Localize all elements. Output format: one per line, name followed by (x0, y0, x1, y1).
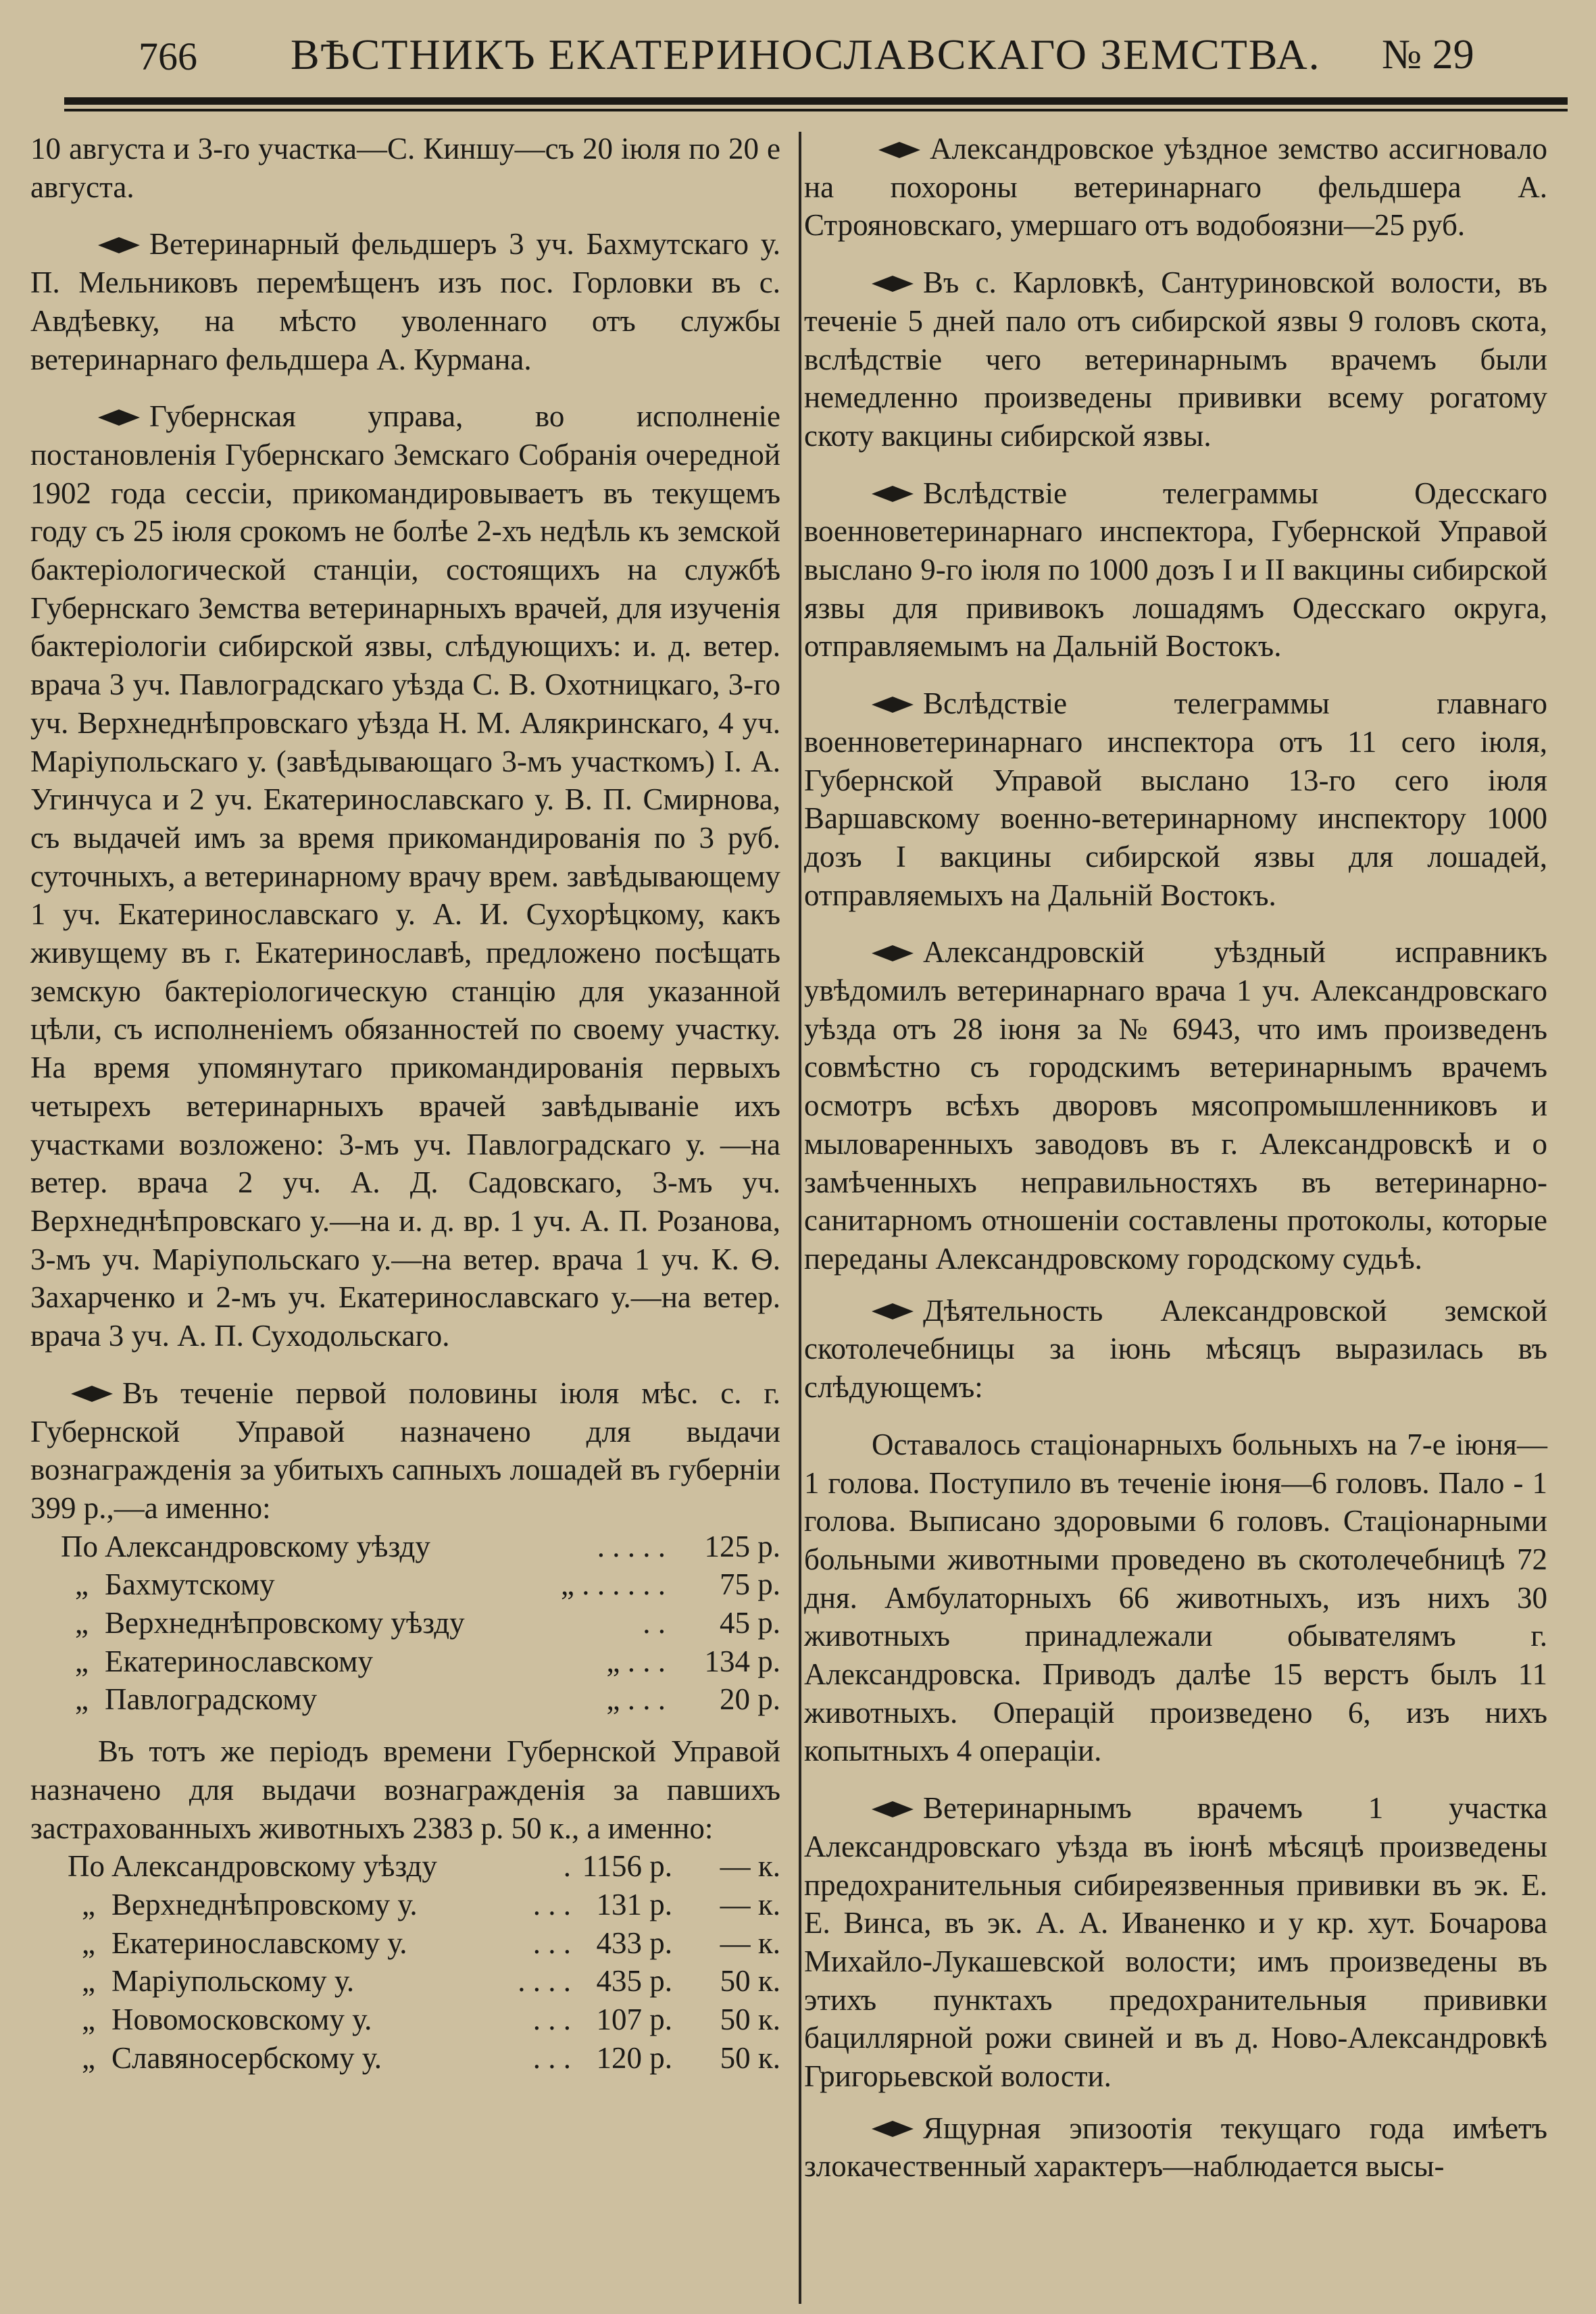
table-row: „ Екатеринославскому „ . . . 134 р. (75, 1644, 780, 1678)
diamond-bullet-icon (872, 943, 914, 963)
paragraph-text: Александровское уѣздное земство ассигновало на похороны ветеринарнаго фельдшера А. Строяновскаго, умершаго отъ водобоязни—25 руб. (804, 132, 1547, 243)
paragraph (804, 263, 1547, 455)
page-number: 766 (139, 34, 197, 78)
paragraph-text: Въ с. Карловкѣ, Сантуриновской волости, въ теченіе 5 дней пало отъ сибирской язвы 9 головъ скота, вслѣдствіе чего ветеринарнымъ врачемъ были немедленно произведены прививки всему рогатому скоту вакцины сибирской язвы. (804, 266, 1547, 453)
diamond-bullet-icon (872, 1301, 914, 1322)
header-rule-thin (64, 109, 1568, 111)
table-row: По Александровскому уѣзду . 1156 р. — к. (68, 1849, 780, 1884)
paragraph-text: Вслѣдствіе телеграммы главнаго военноветеринарнаго инспектора отъ 11 сего іюля, Губернской Управой выслано 13-го сего іюля Варшавскому военно-ветеринарному инспектору 1000 дозъ I вакцины сибирской язвы для лошадей, отправляемыхъ на Дальній Востокъ. (804, 686, 1547, 912)
table-row: По Александровскому уѣзду . . . . . 125 р. (61, 1529, 780, 1563)
paragraph (804, 933, 1547, 1278)
sap-compensation-table (30, 1528, 780, 1719)
diamond-bullet-icon (878, 140, 920, 160)
paragraph (804, 130, 1547, 245)
left-column (30, 130, 780, 2077)
diamond-bullet-icon (872, 274, 914, 294)
table-row: „ Бахмутскому „ . . . . . . 75 р. (75, 1567, 780, 1602)
paragraph (30, 225, 780, 378)
insured-compensation-table (30, 1847, 780, 2077)
paragraph-text: Ветеринарный фельдшеръ 3 уч. Бахмутскаго у. П. Мельниковъ перемѣщенъ изъ пос. Горловки въ с. Авдѣевку, на мѣсто уволеннаго отъ службы ветеринарнаго фельдшера А. Курмана. (30, 227, 780, 376)
paragraph: Оставалось стаціонарныхъ больныхъ на 7-е іюня—1 голова. Поступило въ теченіе іюня—6 головъ. Пало - 1 голова. Выписано здоровыми 6 головъ. Стаціонарными больными животными проведено въ скотолечебницѣ 72 дня. Амбулаторныхъ 66 животныхъ, изъ нихъ 30 животныхъ принадлежали обывателямъ г. Александровска. Приводъ далѣе 15 верстъ былъ 11 животныхъ. Операцій произведено 6, изъ нихъ копытныхъ 4 операціи. (804, 1427, 1547, 1768)
right-column (804, 130, 1547, 2186)
table-row: „ Верхнеднѣпровскому уѣзду . . 45 р. (75, 1606, 780, 1640)
table-row: „ Новомосковскому у. . . . 107 р. 50 к. (82, 2003, 780, 2037)
diamond-bullet-icon (98, 235, 140, 255)
paragraph-text: Губернская управа, во исполненіе постановленія Губернскаго Земскаго Собранія очередной 1902 года сессіи, прикомандировываетъ въ текущемъ году съ 25 іюля срокомъ не болѣе 2-хъ недѣль къ земской бактеріологической станціи, состоящихъ на службѣ Губернскаго Земства ветеринарныхъ врачей, для изученія бактеріологіи сибирской язвы, слѣдующихъ: и. д. ветер. врача 3 уч. Павлоградскаго уѣзда С. В. Охотницкаго, 3-го уч. Верхнеднѣпровскаго уѣзда Н. М. Алякринскаго, 4 уч. Маріупольскаго у. (завѣдывающаго 3-мъ участкомъ) І. А. Угинчуса и 2 уч. Екатеринославскаго у. В. П. Смирнова, съ выдачей имъ за время прикомандированія по 3 руб. суточныхъ, а ветеринарному врачу врем. завѣдывающему 1 уч. Екатеринославскаго у. А. И. Сухорѣцкому, какъ живущему въ г. Екатеринославѣ, предложено посѣщать земскую бактеріологическую станцію для указанной цѣли, съ исполненіемъ обязанностей по своему участку. На время упомянутаго прикомандированія первыхъ четырехъ ветеринарныхъ врачей завѣдываніе ихъ участками возложено: 3-мъ уч. Павлоградскаго у. —на ветер. врача 2 уч. А. Д. Садовскаго, 3-мъ уч. Верхнеднѣпровскаго у.—на и. д. вр. 1 уч. А. П. Розанова, 3-мъ уч. Маріупольскаго у.—на ветер. врача 1 уч. К. Ѳ. Захарченко и 2-мъ уч. Екатеринославскаго у.—на ветер. врача 3 уч. А. П. Суходольскаго. (30, 399, 780, 1353)
diamond-bullet-icon (98, 407, 140, 428)
paragraph (30, 1374, 780, 1528)
paragraph (804, 1292, 1547, 1407)
paragraph (804, 684, 1547, 914)
paragraph-text: Ветеринарнымъ врачемъ 1 участка Александровскаго уѣзда въ іюнѣ мѣсяцѣ произведены предохранительныя сибиреязвенныя прививки въ эк. Е. Е. Винса, въ эк. А. А. Иваненко и у кр. хут. Бочарова Михайло-Лукашевской волости; имъ произведены въ этихъ пунктахъ предохранительныя прививки бациллярной рожи свиней и въ д. Ново-Александровкѣ Григорьевской волости. (804, 1791, 1547, 2094)
paragraph-text: Ящурная эпизоотія текущаго года имѣетъ злокачественный характеръ—наблюдается высы- (804, 2111, 1547, 2184)
paragraph-text: Вслѣдствіе телеграммы Одесскаго военноветеринарнаго инспектора, Губернской Управой выслано 9-го іюля по 1000 дозъ I и II вакцины сибирской язвы для прививокъ лошадямъ Одесскаго округа, отправляемымъ на Дальній Востокъ. (804, 476, 1547, 663)
table-row: „ Екатеринославскому у. . . . 433 р. — к. (82, 1926, 780, 1960)
paragraph: Въ тотъ же періодъ времени Губернской Управой назначено для выдачи вознагражденія за павшихъ застрахованныхъ животныхъ 2383 р. 50 к., а именно: (30, 1734, 780, 1845)
diamond-bullet-icon (872, 695, 914, 715)
paragraph (30, 397, 780, 1355)
diamond-bullet-icon (71, 1384, 113, 1404)
column-divider (799, 132, 801, 2304)
paragraph: 10 августа и 3-го участка—С. Киншу—съ 20 іюля по 20 е августа. (30, 132, 780, 204)
paragraph (804, 2109, 1547, 2186)
page-header (0, 19, 1596, 93)
table-row: „ Маріупольскому у. . . . . 435 р. 50 к. (82, 1964, 780, 1998)
diamond-bullet-icon (872, 2119, 914, 2139)
table-row: „ Славяносербскому у. . . . 120 р. 50 к. (82, 2040, 780, 2075)
issue-number: № 29 (1382, 32, 1474, 78)
journal-title: ВѢСТНИКЪ ЕКАТЕРИНОСЛАВСКАГО ЗЕМСТВА. (291, 30, 1321, 78)
paragraph (804, 1789, 1547, 2096)
table-row: „ Верхнеднѣпровскому у. . . . 131 р. — к. (82, 1887, 780, 1921)
paragraph-text: Александровскій уѣздный исправникъ увѣдомилъ ветеринарнаго врача 1 уч. Александровскаго уѣзда отъ 28 іюня за № 6943, что имъ произведенъ совмѣстно съ городскимъ ветеринарнымъ врачемъ осмотръ всѣхъ дворовъ мясопромышленниковъ и мыловаренныхъ заводовъ въ г. Александровскѣ и о замѣченныхъ неправильностяхъ въ ветеринарно-санитарномъ отношеніи составлены протоколы, которые переданы Александровскому городскому судьѣ. (804, 935, 1547, 1276)
paragraph (804, 474, 1547, 666)
paragraph-text: Дѣятельность Александровской земской скотолечебницы за іюнь мѣсяцъ выразилась въ слѣдующемъ: (804, 1293, 1547, 1405)
diamond-bullet-icon (872, 1799, 914, 1819)
diamond-bullet-icon (872, 484, 914, 504)
header-rule-thick (64, 97, 1568, 105)
paragraph-text: Въ теченіе первой половины іюля мѣс. с. г. Губернской Управой назначено для выдачи вознагражденія за убитыхъ сапныхъ лошадей въ губерніи 399 р.,—а именно: (30, 1376, 780, 1525)
table-row: „ Павлоградскому „ . . . 20 р. (75, 1682, 780, 1717)
